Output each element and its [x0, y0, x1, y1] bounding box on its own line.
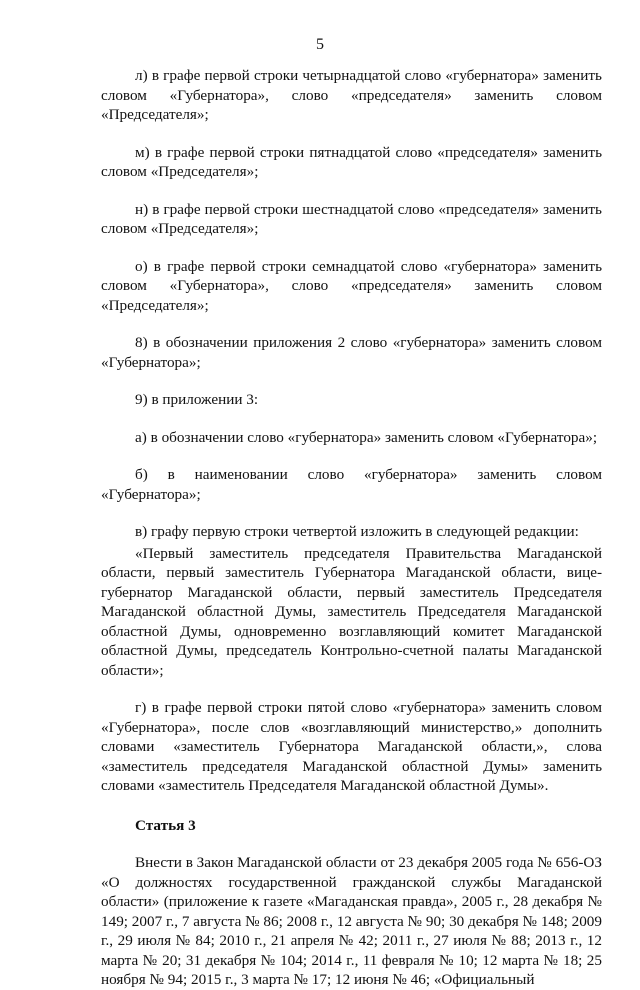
paragraph-o: о) в графе первой строки семнадцатой слово «губернатора» заменить словом «Губернатора», слово «председателя» заменить словом «Председателя»;	[101, 257, 602, 314]
article-heading: Статья 3	[135, 816, 196, 834]
article-text: Внести в Закон Магаданской области от 23 декабря 2005 года № 656-ОЗ «О должностях государственной гражданской службы Магаданской области» (приложение к газете «Магаданская правда», 2005 г., 28 декабря № 149; 2007 г., 7 августа № 86; 2008 г., 12 августа № 90; 30 декабря № 148; 2009 г., 29 июля № 84; 2010 г., 21 апреля № 42; 2011 г., 27 июля № 88; 2013 г., 12 марта № 20; 31 декабря № 104; 2014 г., 11 февраля № 10; 12 марта № 18; 25 ноября № 94; 2015 г., 3 марта № 17; 12 июня № 46; «Официальный	[101, 854, 602, 988]
paragraph-quote: «Первый заместитель председателя Правительства Магаданской области, первый заместитель Губернатора Магаданской области, вице-губернатор Магаданской области, первый заместитель Председателя Магаданской областной Думы, заместитель Председателя Магаданской областной Думы, одновременно возглавляющий комитет Магаданской областной Думы, председатель Контрольно-счетной палаты Магаданской области»;	[101, 544, 602, 679]
paragraph-v: в) графу первую строки четвертой изложить в следующей редакции:	[135, 523, 579, 540]
paragraph-b: б) в наименовании слово «губернатора» заменить словом «Губернатора»;	[101, 466, 602, 503]
paragraph-9: 9) в приложении 3:	[135, 391, 259, 408]
paragraph-a: а) в обозначении слово «губернатора» заменить словом «Губернатора»;	[135, 428, 598, 446]
paragraph-n: н) в графе первой строки шестнадцатой слово «председателя» заменить словом «Председателя»;	[101, 200, 602, 237]
paragraph-g: г) в графе первой строки пятой слово «губернатора» заменить словом «Губернатора», после слов «возглавляющий министерство,» дополнить словами «заместитель Губернатора Магаданской области,», слова «заместитель председателя Магаданской областной Думы» заменить словами «заместитель Председателя Магаданской областной Думы».	[101, 699, 602, 794]
paragraph-l: л) в графе первой строки четырнадцатой слово «губернатора» заменить словом «Губернатора», слово «председателя» заменить словом «Председателя»;	[101, 67, 602, 123]
document-body	[101, 66, 602, 990]
paragraph-m: м) в графе первой строки пятнадцатой слово «председателя» заменить словом «Председателя»;	[101, 143, 602, 180]
paragraph-8: 8) в обозначении приложения 2 слово «губернатора» заменить словом «Губернатора»;	[101, 334, 602, 371]
page-number: 5	[316, 36, 324, 53]
